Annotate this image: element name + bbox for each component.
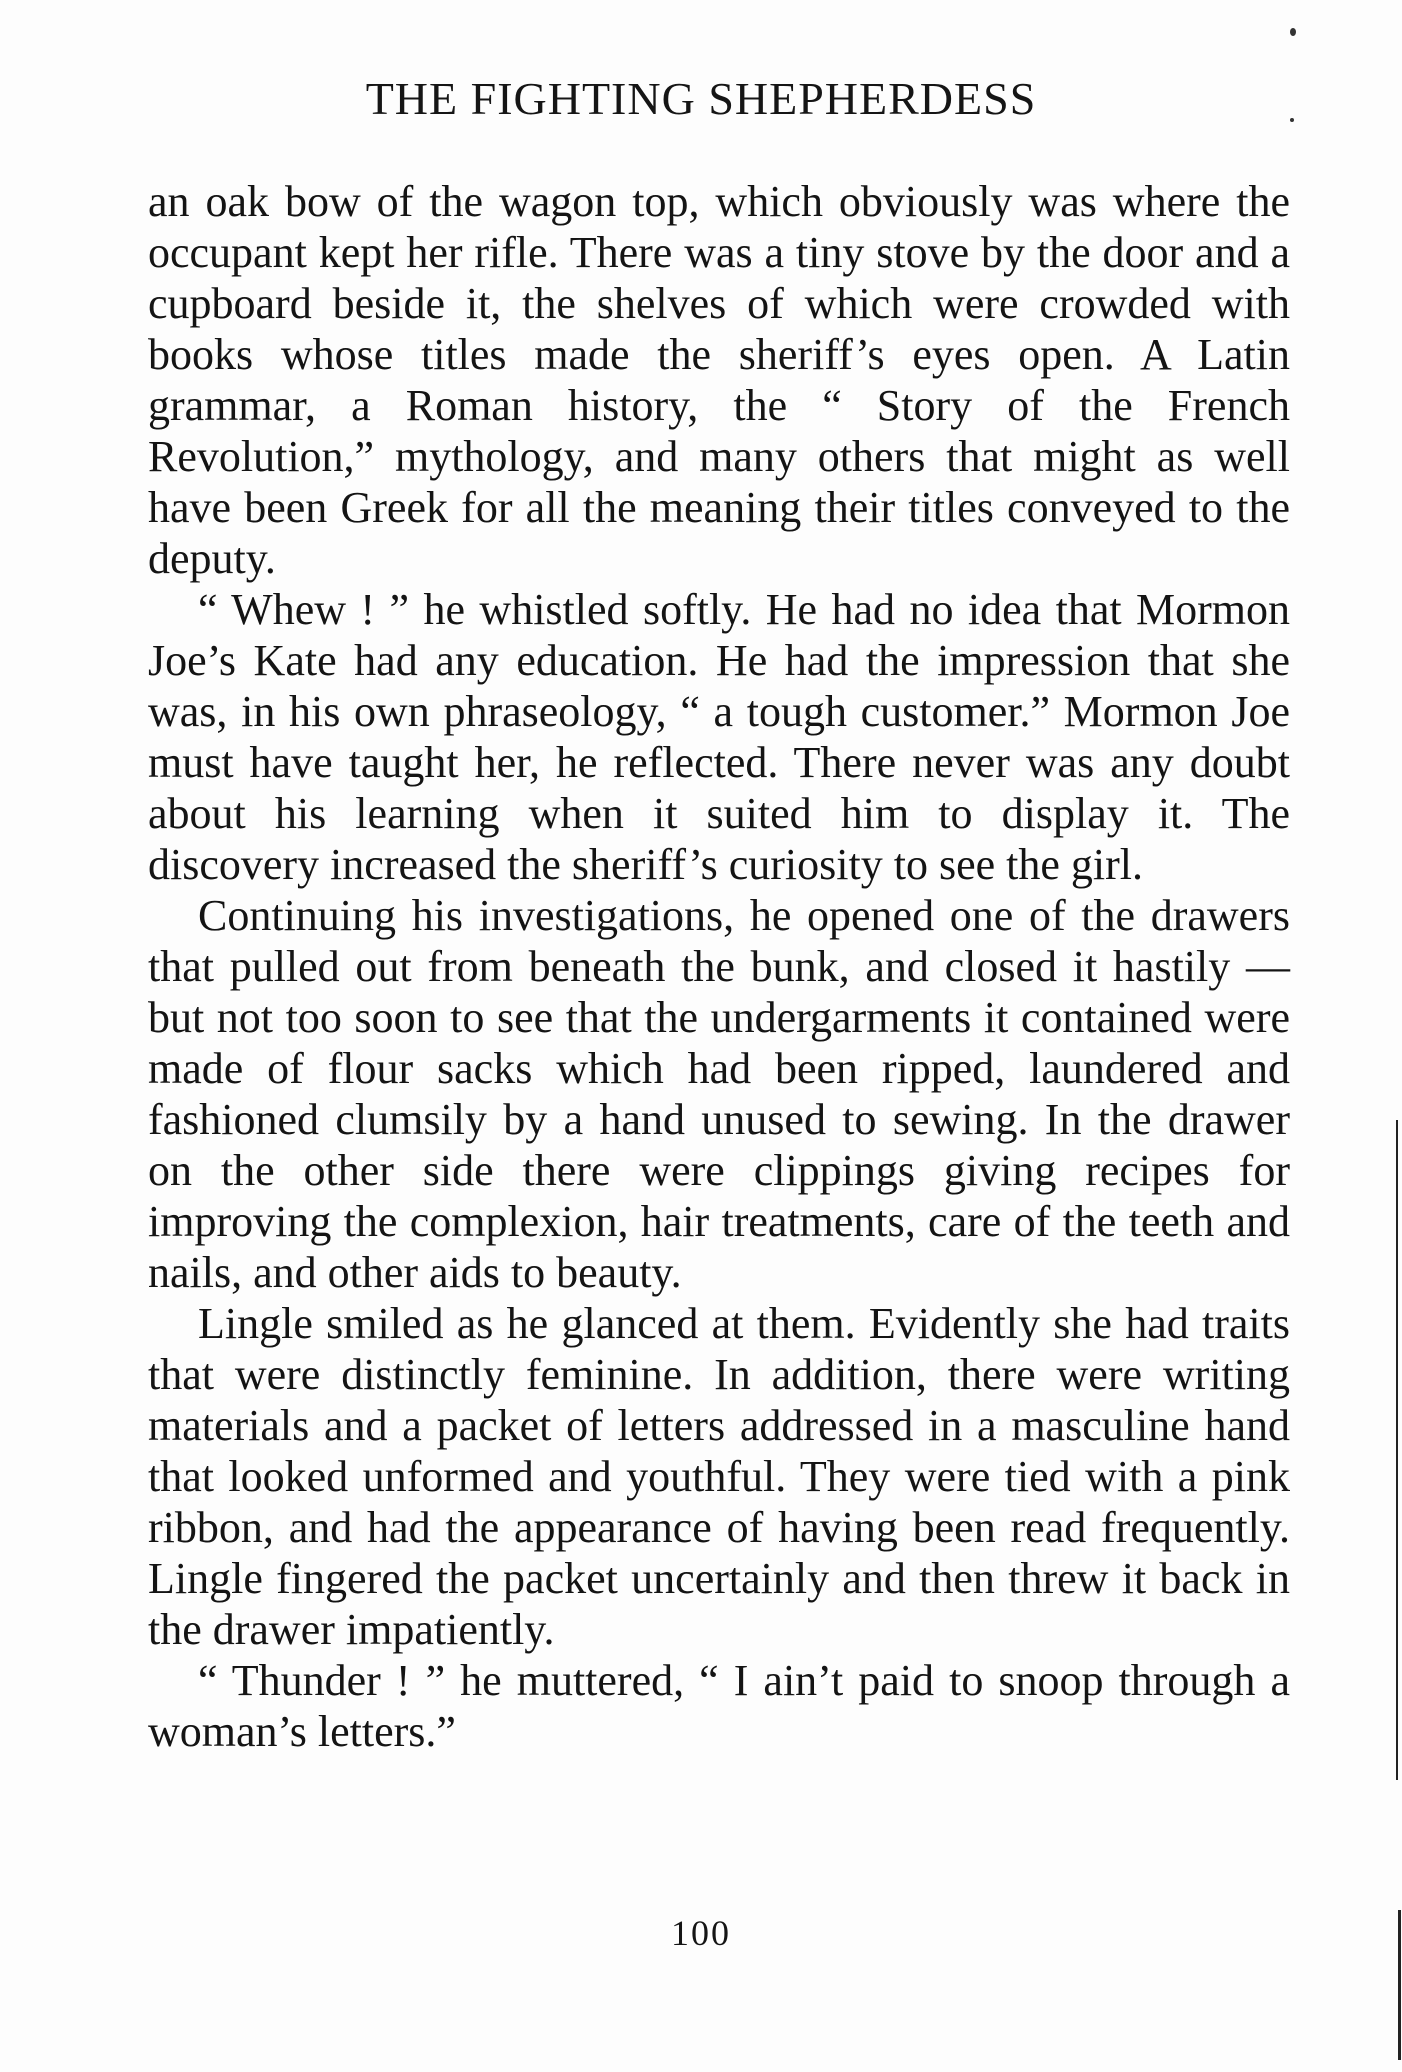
paragraph: an oak bow of the wagon top, which obviously was where the occupant kept her rifle. There was a tiny stove by the door and a cupboard beside it, the shelves of which were crowded with books whose titles made the sheriff’s eyes open. A Latin grammar, a Roman history, the “ Story of the French Revolution,” mythology, and many others that might as well have been Greek for all the meaning their titles conveyed to the deputy. — [148, 177, 1290, 583]
paragraph: Lingle smiled as he glanced at them. Evidently she had traits that were distinctly feminine. In addition, there were writing materials and a packet of letters addressed in a masculine hand that looked unformed and youthful. They were tied with a pink ribbon, and had the appearance of having been read frequently. Lingle fingered the packet uncertainly and then threw it back in the drawer impatiently. — [148, 1299, 1290, 1654]
scan-speck — [1290, 118, 1294, 122]
scan-edge-mark — [1396, 1120, 1398, 1780]
paragraph: “ Whew ! ” he whistled softly. He had no idea that Mormon Joe’s Kate had any education. He had the impression that she was, in his own phraseology, “ a tough customer.” Mormon Joe must have taught her, he reflected. There never was any doubt about his learning when it suited him to display it. The discovery increased the sheriff’s curiosity to see the girl. — [148, 585, 1290, 889]
page-number: 100 — [671, 1913, 731, 1953]
paragraph: “ Thunder ! ” he muttered, “ I ain’t paid to snoop through a woman’s letters.” — [148, 1656, 1290, 1756]
scan-speck — [1290, 28, 1296, 36]
paragraph: Continuing his investigations, he opened one of the drawers that pulled out from beneath the bunk, and closed it hastily — but not too soon to see that the undergarments it contained were made of flour sacks which had been ripped, laundered and fashioned clumsily by a hand unused to sewing. In the drawer on the other side there were clippings giving recipes for improving the complexion, hair treatments, care of the teeth and nails, and other aids to beauty. — [148, 891, 1290, 1297]
body-text — [148, 176, 1290, 1757]
scan-edge-mark — [1398, 1910, 1401, 2060]
running-head: THE FIGHTING SHEPHERDESS — [365, 73, 1037, 124]
